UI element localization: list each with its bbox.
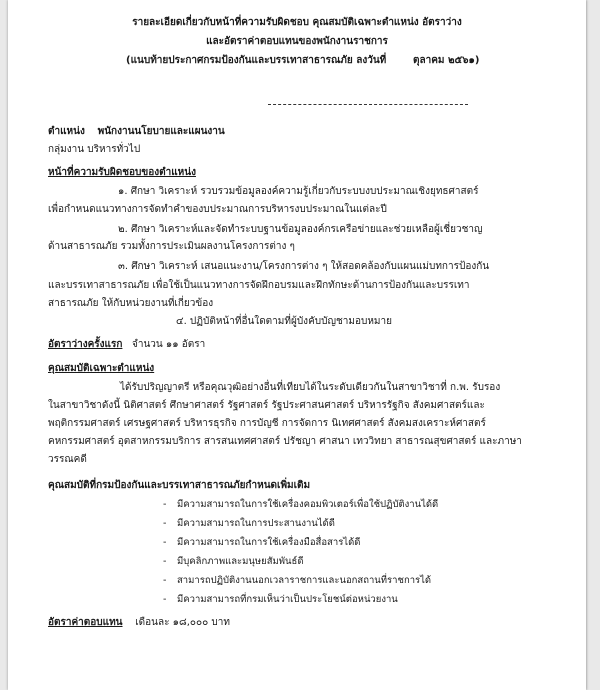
- header-line-1: รายละเอียดเกี่ยวกับหน้าที่ความรับผิดชอบ คุณสมบัติเฉพาะตำแหน่ง อัตราว่าง: [132, 17, 462, 28]
- list-item: - มีความสามารถในการประสานงานได้ดี: [163, 518, 335, 529]
- duty-line: ด้านสาธารณภัย รวมทั้งการประเมินผลงานโครงการต่าง ๆ: [48, 241, 295, 252]
- divider: [268, 104, 468, 105]
- position-title: พนักงานนโยบายและแผนงาน: [97, 126, 225, 137]
- position-label: ตำแหน่ง: [48, 126, 85, 137]
- qualifications-heading: คุณสมบัติเฉพาะตำแหน่ง: [48, 363, 155, 374]
- compensation-value: เดือนละ ๑๘,๐๐๐ บาท: [135, 617, 230, 628]
- duty-line: ๒. ศึกษา วิเคราะห์และจัดทำระบบฐานข้อมูลองค์กรเครือข่ายและช่วยเหลือผู้เชี่ยวชาญ: [118, 224, 483, 235]
- dash-bullet-icon: -: [163, 518, 167, 529]
- compensation-heading: อัตราค่าตอบแทน: [48, 617, 123, 628]
- vacancy-row: [48, 338, 205, 352]
- duty-line: ๓. ศึกษา วิเคราะห์ เสนอแนะงาน/โครงการต่าง ๆ ให้สอดคล้องกับแผนแม่บทการป้องกัน: [118, 261, 490, 272]
- vacancy-value: จำนวน ๑๑ อัตรา: [131, 339, 206, 350]
- duties-heading: หน้าที่ความรับผิดชอบของตำแหน่ง: [48, 167, 196, 178]
- list-item: - มีความสามารถในการใช้เครื่องมือสื่อสารได้ดี: [163, 537, 361, 548]
- list-item: - สามารถปฏิบัติงานนอกเวลาราชการและนอกสถานที่ราชการได้: [163, 575, 432, 586]
- position-row: [48, 125, 225, 139]
- list-item: - มีบุคลิกภาพและมนุษยสัมพันธ์ดี: [163, 556, 304, 567]
- work-group: กลุ่มงาน บริหารทั่วไป: [48, 144, 141, 155]
- duty-line: ๑. ศึกษา วิเคราะห์ รวบรวมข้อมูลองค์ความรู้เกี่ยวกับระบบงบประมาณเชิงยุทธศาสตร์: [118, 186, 479, 197]
- duty-line: และบรรเทาสาธารณภัย เพื่อใช้เป็นแนวทางการจัดฝึกอบรมและฝึกทักษะด้านการป้องกันและบรรเทา: [48, 280, 470, 291]
- dash-bullet-icon: -: [163, 556, 167, 567]
- header-line-3: (แนบท้ายประกาศกรมป้องกันและบรรเทาสาธารณภัย ลงวันที่: [126, 55, 387, 66]
- qualification-line: พฤติกรรมศาสตร์ เศรษฐศาสตร์ บริหารธุรกิจ การบัญชี การจัดการ นิเทศศาสตร์ สังคมสงเคราะห์ศาสตร์: [48, 418, 486, 429]
- dash-bullet-icon: -: [163, 499, 167, 510]
- qualification-line: ได้รับปริญญาตรี หรือคุณวุฒิอย่างอื่นที่เทียบได้ในระดับเดียวกันในสาขาวิชาที่ ก.พ. รับรอง: [120, 382, 501, 393]
- document-page: [8, 0, 586, 690]
- header-date: ตุลาคม ๒๕๖๑): [413, 55, 480, 66]
- header-line-2: และอัตราค่าตอบแทนของพนักงานราชการ: [206, 36, 388, 47]
- compensation-row: [48, 616, 230, 630]
- dash-bullet-icon: -: [163, 537, 167, 548]
- duty-line: สาธารณภัย ให้กับหน่วยงานที่เกี่ยวข้อง: [48, 298, 214, 309]
- qualification-line: คหกรรมศาสตร์ อุตสาหกรรมบริการ สารสนเทศศาสตร์ ปรัชญา ศาสนา เทววิทยา สาธารณสุขศาสตร์ และภาษา: [48, 436, 522, 447]
- list-item: - มีความสามารถที่กรมเห็นว่าเป็นประโยชน์ต่อหน่วยงาน: [163, 594, 398, 605]
- qualification-line: วรรณคดี: [48, 454, 87, 465]
- list-item: - มีความสามารถในการใช้เครื่องคอมพิวเตอร์เพื่อใช้ปฏิบัติงานได้ดี: [163, 499, 439, 510]
- qualification-line: ในสาขาวิชาดังนี้ นิติศาสตร์ ศึกษาศาสตร์ รัฐศาสตร์ รัฐประศาสนศาสตร์ บริหารรัฐกิจ สังคมศาสตร์และ: [48, 400, 485, 411]
- additional-heading: คุณสมบัติที่กรมป้องกันและบรรเทาสาธารณภัยกำหนดเพิ่มเติม: [48, 480, 311, 491]
- vacancy-heading: อัตราว่างครั้งแรก: [48, 339, 123, 350]
- duty-line: ๔. ปฏิบัติหน้าที่อื่นใดตามที่ผู้บังคับบัญชามอบหมาย: [176, 316, 392, 327]
- dash-bullet-icon: -: [163, 575, 167, 586]
- dash-bullet-icon: -: [163, 594, 167, 605]
- duty-line: เพื่อกำหนดแนวทางการจัดทำคำของบประมาณการบริหารงบประมาณในแต่ละปี: [48, 204, 387, 215]
